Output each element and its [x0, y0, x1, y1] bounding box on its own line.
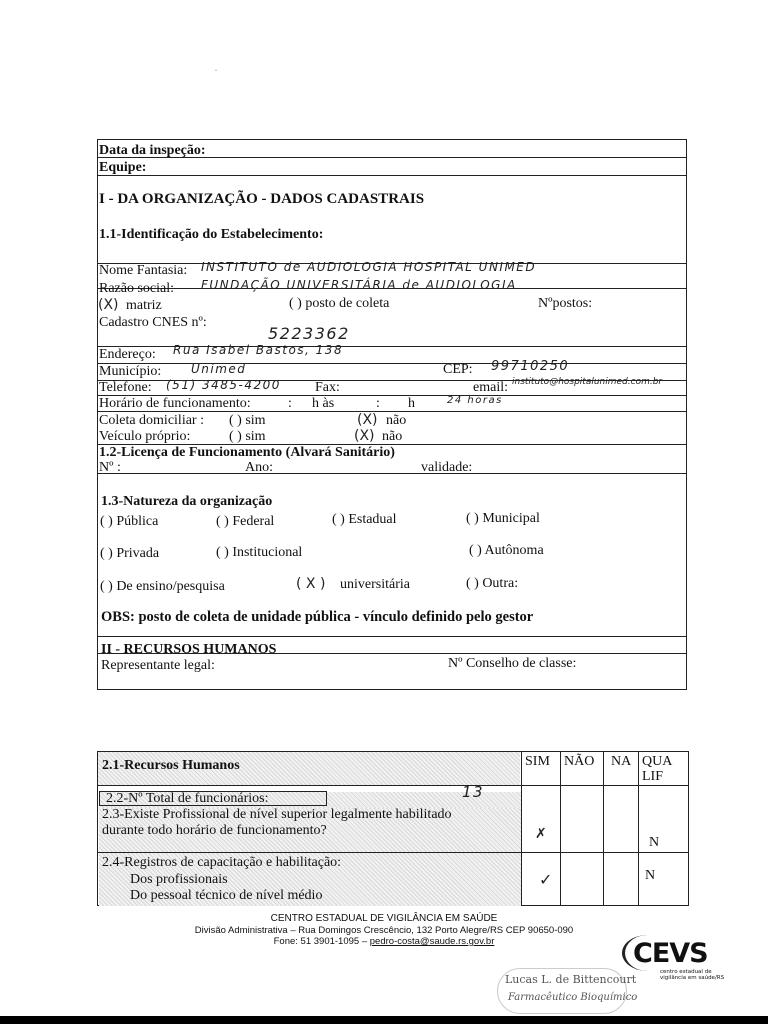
footer-email-link[interactable]: pedro-costa@saude.rs.gov.br	[369, 936, 495, 947]
row-2-4-qualif: N	[645, 868, 656, 883]
natureza-privada-option[interactable]: ( ) Privada	[100, 546, 160, 561]
section-1-1-title: 1.1-Identificação do Estabelecimento:	[99, 227, 324, 242]
row-2-3-sim-mark[interactable]: ✗	[535, 826, 547, 842]
row-2-2-label: 2.2-Nº Total de funcionários:	[106, 791, 269, 806]
natureza-municipal-option[interactable]: ( ) Municipal	[466, 511, 540, 526]
cep-label: CEP:	[443, 362, 473, 377]
stray-mark: ·	[214, 63, 218, 77]
email-label: email:	[473, 380, 508, 395]
footer-line-1: CENTRO ESTADUAL DE VIGILÂNCIA EM SAÚDE	[270, 913, 498, 924]
horario-h-as: h às	[312, 396, 335, 411]
footer-line-2: Divisão Administrativa – Rua Domingos Crescêncio, 132 Porto Alegre/RS CEP 90650-090	[194, 925, 574, 936]
natureza-publica-option[interactable]: ( ) Pública	[100, 514, 159, 529]
col-nao-header: NÃO	[564, 754, 595, 769]
row-2-3-line-1: 2.3-Existe Profissional de nível superior legalmente habilitado	[102, 807, 452, 822]
stamp-name: Lucas L. de Bittencourt	[505, 973, 637, 986]
licenca-ano-label: Ano:	[245, 460, 273, 475]
recursos-humanos-table	[97, 751, 689, 906]
footer-phone: Fone: 51 3901-1095 –	[273, 936, 370, 947]
cevs-logo-subtitle	[660, 969, 724, 981]
row-2-4-line-3: Do pessoal técnico de nível médio	[130, 888, 323, 903]
cevs-logo-sub-1: centro estadual de	[660, 969, 712, 975]
razao-social-label: Razão social:	[99, 281, 175, 296]
rh-table-header-label: 2.1-Recursos Humanos	[102, 758, 240, 773]
natureza-universitaria-label: universitária	[340, 577, 410, 592]
matriz-checkbox[interactable]: (X)	[98, 297, 119, 313]
natureza-autonoma-option[interactable]: ( ) Autônoma	[469, 543, 544, 558]
municipio-value: Unimed	[191, 362, 247, 376]
natureza-universitaria-checkbox[interactable]: ( X )	[296, 576, 326, 592]
natureza-institucional-option[interactable]: ( ) Institucional	[216, 545, 303, 560]
horario-label: Horário de funcionamento:	[99, 396, 251, 411]
horario-colon-1: :	[288, 396, 292, 411]
row-2-3-qualif: N	[649, 835, 660, 850]
email-value: instituto@hospitalunimed.com.br	[512, 377, 663, 387]
cnes-label: Cadastro CNES nº:	[99, 315, 207, 330]
natureza-ensino-option[interactable]: ( ) De ensino/pesquisa	[100, 579, 225, 594]
row-2-2-value: 13	[462, 783, 485, 801]
posto-coleta-option[interactable]: ( ) posto de coleta	[289, 296, 390, 311]
section-1-2-title: 1.2-Licença de Funcionamento (Alvará Sanitário)	[99, 445, 395, 460]
nome-fantasia-value: INSTITUTO de AUDIOLOGIA HOSPITAL UNIMED	[201, 260, 537, 274]
veiculo-proprio-label: Veículo próprio:	[99, 429, 191, 444]
municipio-label: Município:	[99, 364, 162, 379]
horario-colon-2: :	[376, 396, 380, 411]
section-1-3-title: 1.3-Natureza da organização	[101, 494, 273, 509]
razao-social-value: FUNDAÇÃO UNIVERSITÁRIA de AUDIOLOGIA	[201, 278, 517, 292]
cevs-logo-sub-2: vigilância em saúde/RS	[660, 975, 725, 981]
nome-fantasia-label: Nome Fantasia:	[99, 263, 188, 278]
licenca-numero-label: Nº :	[99, 460, 121, 475]
natureza-estadual-option[interactable]: ( ) Estadual	[332, 512, 397, 527]
natureza-federal-option[interactable]: ( ) Federal	[216, 514, 275, 529]
horario-h: h	[408, 396, 415, 411]
matriz-label: matriz	[126, 298, 162, 313]
row-2-4-line-1: 2.4-Registros de capacitação e habilitação:	[102, 855, 342, 870]
section-ii-title: II - RECURSOS HUMANOS	[101, 642, 277, 657]
conselho-classe-label: Nº Conselho de classe:	[448, 656, 577, 671]
cnes-value: 5223362	[268, 324, 350, 343]
cep-value: 99710250	[491, 359, 570, 374]
telefone-label: Telefone:	[99, 380, 152, 395]
cevs-logo: CEVS	[633, 938, 708, 969]
npostos-label: Nºpostos:	[538, 296, 593, 311]
natureza-obs: OBS: posto de coleta de unidade pública - vínculo definido pelo gestor	[101, 609, 534, 625]
section-i-title: I - DA ORGANIZAÇÃO - DADOS CADASTRAIS	[99, 191, 425, 207]
telefone-value: (51) 3485-4200	[166, 378, 281, 392]
horario-value: 24 horas	[447, 395, 503, 406]
coleta-nao-label: não	[386, 413, 407, 428]
inspection-date-label: Data da inspeção:	[99, 143, 206, 158]
endereco-value: Rua Isabel Bastos, 138	[173, 343, 344, 357]
team-label: Equipe:	[99, 160, 147, 175]
col-na-header: NA	[611, 754, 632, 769]
scan-bottom-edge	[0, 1016, 768, 1024]
row-2-3-line-2: durante todo horário de funcionamento?	[102, 823, 327, 838]
coleta-sim-option[interactable]: ( ) sim	[229, 413, 266, 428]
fax-label: Fax:	[315, 380, 340, 395]
coleta-domiciliar-label: Coleta domiciliar :	[99, 413, 204, 428]
veiculo-sim-option[interactable]: ( ) sim	[229, 429, 266, 444]
col-sim-header: SIM	[525, 754, 550, 769]
coleta-nao-checkbox[interactable]: (X)	[357, 412, 378, 428]
stamp-role: Farmacêutico Bioquímico	[508, 992, 638, 1003]
veiculo-nao-label: não	[382, 429, 403, 444]
endereco-label: Endereço:	[99, 347, 156, 362]
row-2-4-sim-mark[interactable]: ✓	[539, 870, 553, 889]
veiculo-nao-checkbox[interactable]: (X)	[354, 428, 375, 444]
col-qualif-header: QUA LIF	[642, 754, 672, 784]
licenca-validade-label: validade:	[421, 460, 473, 475]
row-2-4-line-2: Dos profissionais	[130, 872, 228, 887]
representante-legal-label: Representante legal:	[101, 658, 215, 673]
natureza-outra-option[interactable]: ( ) Outra:	[466, 576, 519, 591]
inspection-form	[97, 139, 687, 690]
